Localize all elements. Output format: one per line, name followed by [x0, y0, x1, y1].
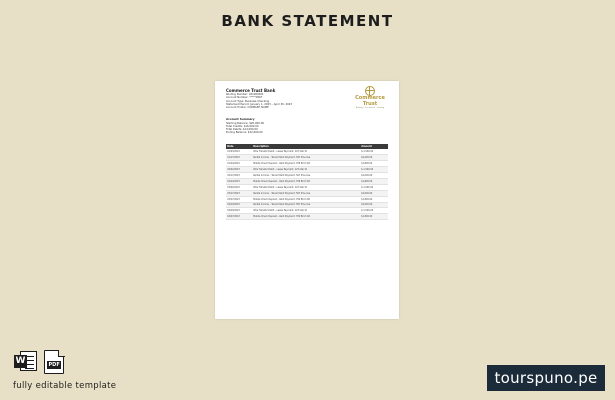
- cell-description: Mobile Check Deposit – Rent Payment: 789 Birch Rd: [252, 161, 360, 167]
- summary-title: Account Summary: [226, 117, 255, 121]
- cell-description: Mobile Check Deposit – Rent Payment: 789 Birch Rd: [252, 214, 360, 220]
- cell-amount: $2,000.00: [360, 190, 388, 196]
- cell-date: 04/20/2023: [226, 208, 252, 214]
- cell-date: 04/27/2023: [226, 214, 252, 220]
- cell-amount: $2,000.00: [360, 173, 388, 179]
- cell-date: 02/02/2023: [226, 167, 252, 173]
- column-header-date: Date: [226, 144, 252, 149]
- cell-amount: $-1,500.00: [360, 167, 388, 173]
- bank-name: Commerce Trust Bank: [226, 88, 276, 93]
- cell-description: Mobile Check Deposit – Rent Payment: 789 Birch Rd: [252, 196, 360, 202]
- cell-description: Mobile Check Deposit – Rent Payment: 789 Birch Rd: [252, 178, 360, 184]
- cell-date: 01/03/2023: [226, 149, 252, 155]
- cell-description: Wire Transfer Debit – Lease Payment: 123 Oak St: [252, 149, 360, 155]
- bank-info-line: Routing Number: 021000021: [226, 93, 264, 96]
- cell-date: 02/17/2023: [226, 173, 252, 179]
- cell-date: 03/27/2023: [226, 196, 252, 202]
- file-format-icons: [14, 350, 64, 374]
- account-summary: [226, 118, 326, 135]
- logo-emblem-icon: [365, 86, 375, 96]
- cell-description: Rental Income – Tenant Rent Payment: 567 Pine Ave: [252, 155, 360, 161]
- bank-info-line: Statement Period: January 1, 2023 – April 30, 2023: [226, 102, 293, 106]
- page-heading: BANK STATEMENT: [221, 12, 394, 30]
- logo-name-line1: Commerce: [355, 95, 385, 101]
- cell-description: Rental Income – Tenant Rent Payment: 567 Pine Ave: [252, 202, 360, 208]
- cell-amount: $1,800.00: [360, 214, 388, 220]
- cell-date: 04/10/2023: [226, 202, 252, 208]
- bank-logo: [349, 86, 391, 110]
- bank-info-line: Account Type: Business Checking: [226, 99, 270, 103]
- cell-date: 03/17/2023: [226, 190, 252, 196]
- word-badge: W: [15, 356, 26, 366]
- cell-description: Wire Transfer Debit – Lease Payment: 123 Oak St: [252, 167, 360, 173]
- cell-description: Wire Transfer Debit – Lease Payment: 123 Oak St: [252, 208, 360, 214]
- cell-amount: $-1,500.00: [360, 208, 388, 214]
- bank-info: [226, 88, 326, 109]
- logo-tagline: Banking · Investment · Lending: [355, 107, 385, 109]
- summary-line: Total Debits: $14,000.00: [226, 128, 258, 132]
- cell-description: Rental Income – Tenant Rent Payment: 567 Pine Ave: [252, 190, 360, 196]
- cell-description: Rental Income – Tenant Rent Payment: 567 Pine Ave: [252, 173, 360, 179]
- summary-line: Starting Balance: $20,000.00: [226, 121, 265, 125]
- column-header-description: Description: [252, 144, 360, 149]
- pdf-icon: [44, 350, 64, 374]
- bank-info-line: Account Holder: COMPANY NAME: [226, 106, 269, 110]
- table-row: [226, 214, 388, 220]
- cell-amount: $-1,500.00: [360, 149, 388, 155]
- cell-description: Wire Transfer Debit – Lease Payment: 123 Oak St: [252, 184, 360, 190]
- word-icon: [14, 350, 38, 372]
- cell-amount: $-1,500.00: [360, 184, 388, 190]
- transactions-table: [226, 144, 388, 220]
- cell-date: 03/02/2023: [226, 184, 252, 190]
- cell-amount: $2,000.00: [360, 155, 388, 161]
- pdf-label: PDF: [48, 362, 60, 368]
- brand-watermark: tourspuno.pe: [487, 365, 605, 391]
- logo-name-line2: Trust: [362, 100, 378, 107]
- cell-date: 02/24/2023: [226, 178, 252, 184]
- summary-line: Ending Balance: $22,000.00: [226, 131, 263, 135]
- cell-amount: $2,000.00: [360, 202, 388, 208]
- cell-amount: $1,800.00: [360, 196, 388, 202]
- cell-amount: $1,800.00: [360, 178, 388, 184]
- statement-document: [215, 81, 399, 319]
- summary-line: Total Credits: $16,000.00: [226, 124, 259, 128]
- cell-amount: $1,800.00: [360, 161, 388, 167]
- editable-template-caption: fully editable template: [13, 381, 117, 391]
- cell-date: 01/24/2023: [226, 161, 252, 167]
- column-header-amount: Amount: [360, 144, 388, 149]
- bank-info-line: Account Number: *****4567: [226, 96, 263, 100]
- cell-date: 01/17/2023: [226, 155, 252, 161]
